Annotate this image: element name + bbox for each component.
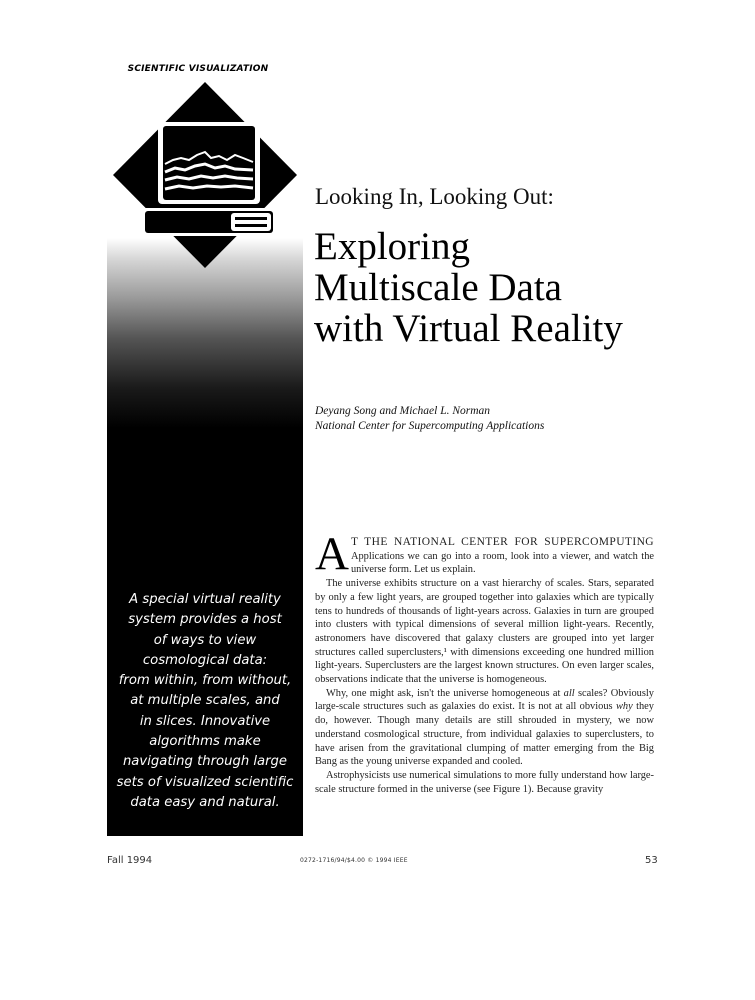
abstract-line: from within, from without, <box>118 673 292 689</box>
footer-issue: Fall 1994 <box>107 855 153 866</box>
drop-cap: A <box>315 528 349 580</box>
abstract-line: system provides a host <box>128 612 282 628</box>
abstract-line: data easy and natural. <box>130 794 280 810</box>
paragraph: The universe exhibits structure on a vast hierarchy of scales. Stars, separated by only a few light years, are grouped together into galaxies which are typically tens to hundreds of thousands of light-years across. Galaxies in turn are grouped into clusters with typical dimensions of several million light-years. Recently, astronomers have discovered that galaxy clusters are grouped into yet larger structures called superclusters,¹ with dimensions exceeding one hundred million light-years. Superclusters are the largest known structures. On even larger scales, observations indicate that the universe is homogeneous. <box>315 578 654 686</box>
emphasis: all <box>563 687 575 699</box>
title-line: Multiscale Data <box>314 266 562 309</box>
emphasis: why <box>615 701 633 713</box>
title-line: with Virtual Reality <box>314 307 623 350</box>
paragraph-text: Applications we can go into a room, look into a viewer, and watch the universe form. Let us explain. <box>350 550 654 576</box>
article-body <box>315 528 654 796</box>
abstract-line: of ways to view <box>153 632 257 648</box>
paragraph-text: Why, one might ask, isn't the universe homogeneous at <box>326 687 564 699</box>
paragraph <box>315 687 654 769</box>
paragraph <box>315 528 654 580</box>
abstract-line: navigating through large <box>122 754 288 770</box>
lead-in: T THE NATIONAL CENTER FOR SUPERCOMPUTING <box>350 536 654 548</box>
author-affiliation: National Center for Supercomputing Applications <box>315 420 545 432</box>
abstract-line: in slices. Innovative <box>139 713 271 729</box>
abstract-line: cosmological data: <box>142 652 268 668</box>
computer-monitor-with-terrain-graph-icon <box>107 80 303 280</box>
author-names: Deyang Song and Michael L. Norman <box>315 405 491 417</box>
footer-copyright: 0272-1716/94/$4.00 © 1994 IEEE <box>300 857 408 864</box>
section-label: SCIENTIFIC VISUALIZATION <box>127 64 269 74</box>
article-title <box>314 226 623 349</box>
page-number: 53 <box>645 855 658 866</box>
sidebar-abstract <box>112 590 298 813</box>
abstract-line: A special virtual reality <box>129 592 281 607</box>
abstract-line: algorithms make <box>149 734 261 750</box>
paragraph: Astrophysicists use numerical simulations to more fully understand how large-scale structure formed in the universe (see Figure 1). Because gravity <box>315 769 654 795</box>
paragraph-text: they do, however. Though many details are still shrouded in mystery, we now understand cosmological structure, from individual galaxies to superclusters, to have arisen from the gravitational clumping of matter emerging from the Big Bang as the young universe expanded and cooled. <box>315 701 654 768</box>
abstract-line: sets of visualized scientific <box>116 774 294 790</box>
paragraph-text: scales? Obviously large-scale structures such as galaxies do exist. It is not at all obvious <box>315 687 654 713</box>
title-line: Exploring <box>314 225 470 268</box>
byline <box>315 404 544 434</box>
article-kicker: Looking In, Looking Out: <box>315 184 554 209</box>
abstract-line: at multiple scales, and <box>130 693 280 709</box>
